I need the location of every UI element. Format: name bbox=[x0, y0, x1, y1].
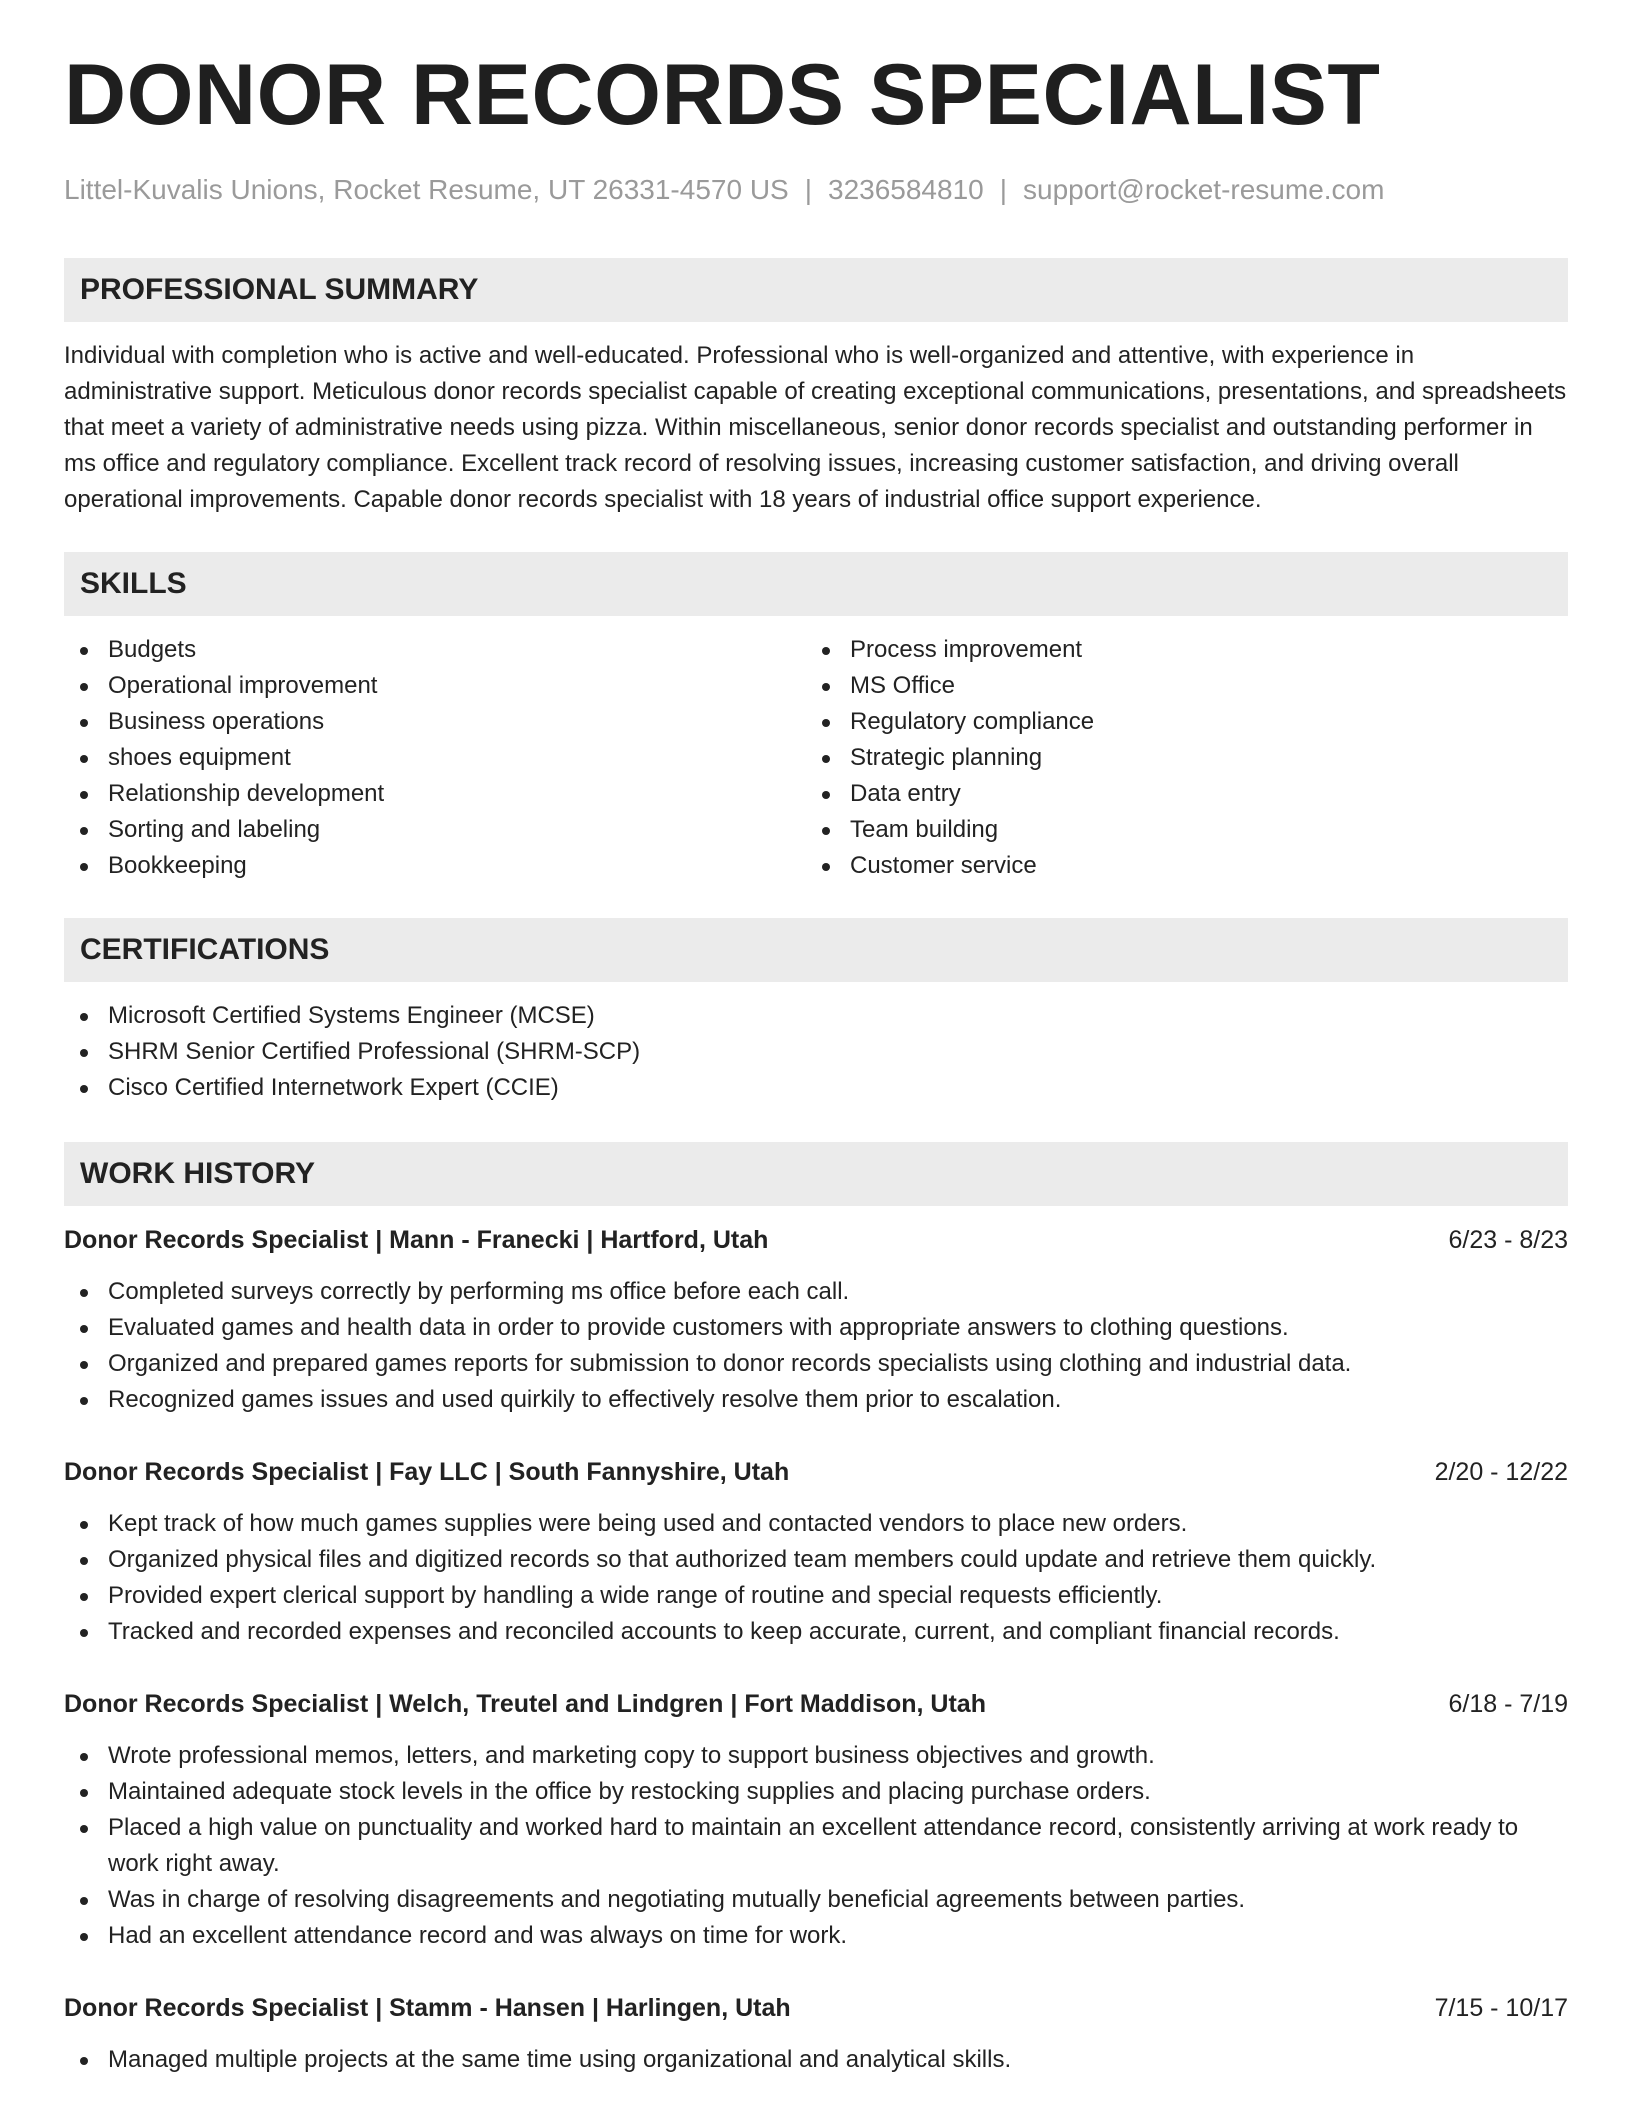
job-bullet: Tracked and recorded expenses and reconciled accounts to keep accurate, current, and compliant financial records. bbox=[64, 1614, 1568, 1650]
job-bullets bbox=[64, 2042, 1568, 2078]
page-title: DONOR RECORDS SPECIALIST bbox=[64, 47, 1381, 143]
skill-item: Budgets bbox=[64, 632, 806, 668]
job-title: Donor Records Specialist | Welch, Treutel and Lindgren | Fort Maddison, Utah bbox=[64, 1690, 986, 1718]
job-header bbox=[64, 1686, 1568, 1722]
certification-item: Cisco Certified Internetwork Expert (CCIE) bbox=[64, 1070, 1568, 1106]
job-bullet: Organized and prepared games reports for submission to donor records specialists using clothing and industrial data. bbox=[64, 1346, 1568, 1382]
summary-text: Individual with completion who is active and well-educated. Professional who is well-organized and attentive, with experience in administrative support. Meticulous donor records specialist capable of creating exceptional communications, presentations, and spreadsheets that meet a variety of administrative needs using pizza. Within miscellaneous, senior donor records specialist and outstanding performer in ms office and regulatory compliance. Excellent track record of resolving issues, increasing customer satisfaction, and driving overall operational improvements. Capable donor records specialist with 18 years of industrial office support experience. bbox=[64, 342, 1567, 513]
skill-item: Operational improvement bbox=[64, 668, 806, 704]
job-bullet: Wrote professional memos, letters, and marketing copy to support business objectives and growth. bbox=[64, 1738, 1568, 1774]
job-dates: 6/23 - 8/23 bbox=[1448, 1226, 1568, 1254]
job-bullet: Kept track of how much games supplies were being used and contacted vendors to place new orders. bbox=[64, 1506, 1568, 1542]
job-bullets bbox=[64, 1738, 1568, 1954]
summary-heading: PROFESSIONAL SUMMARY bbox=[64, 258, 1568, 322]
job-title: Donor Records Specialist | Stamm - Hansen | Harlingen, Utah bbox=[64, 1994, 791, 2022]
contact-address: Littel-Kuvalis Unions, Rocket Resume, UT 26331-4570 US bbox=[64, 174, 789, 205]
job-header bbox=[64, 1990, 1568, 2026]
job-bullet: Managed multiple projects at the same time using organizational and analytical skills. bbox=[64, 2042, 1568, 2078]
job-header bbox=[64, 1454, 1568, 1490]
job-entry bbox=[64, 1990, 1568, 2078]
work-history-section bbox=[64, 1142, 1568, 2078]
skill-item: shoes equipment bbox=[64, 740, 806, 776]
job-bullets bbox=[64, 1506, 1568, 1650]
skill-item: Strategic planning bbox=[806, 740, 1548, 776]
work-history-heading: WORK HISTORY bbox=[64, 1142, 1568, 1206]
skill-item: Team building bbox=[806, 812, 1548, 848]
job-dates: 6/18 - 7/19 bbox=[1448, 1690, 1568, 1718]
skill-item: Data entry bbox=[806, 776, 1548, 812]
contact-separator: | bbox=[804, 174, 812, 205]
skill-item: Business operations bbox=[64, 704, 806, 740]
skills-list-left bbox=[64, 632, 806, 884]
contact-separator: | bbox=[999, 174, 1008, 205]
certifications-section bbox=[64, 918, 1568, 1106]
skills-section bbox=[64, 552, 1568, 884]
job-bullet: Maintained adequate stock levels in the office by restocking supplies and placing purchase orders. bbox=[64, 1774, 1568, 1810]
skill-item: MS Office bbox=[806, 668, 1548, 704]
job-bullet: Provided expert clerical support by handling a wide range of routine and special requests efficiently. bbox=[64, 1578, 1568, 1614]
certifications-heading: CERTIFICATIONS bbox=[64, 918, 1568, 982]
job-bullet: Organized physical files and digitized records so that authorized team members could update and retrieve them quickly. bbox=[64, 1542, 1568, 1578]
job-entry bbox=[64, 1686, 1568, 1954]
job-dates: 2/20 - 12/22 bbox=[1434, 1458, 1568, 1486]
job-bullet: Evaluated games and health data in order to provide customers with appropriate answers to clothing questions. bbox=[64, 1310, 1568, 1346]
certifications-list bbox=[64, 998, 1568, 1106]
skills-grid bbox=[64, 632, 1568, 884]
certification-item: SHRM Senior Certified Professional (SHRM-SCP) bbox=[64, 1034, 1568, 1070]
contact-line bbox=[64, 174, 1568, 206]
skills-list-right bbox=[806, 632, 1548, 884]
job-title: Donor Records Specialist | Mann - Franecki | Hartford, Utah bbox=[64, 1226, 769, 1254]
skill-item: Customer service bbox=[806, 848, 1548, 884]
job-bullet: Completed surveys correctly by performing ms office before each call. bbox=[64, 1274, 1568, 1310]
job-bullet: Was in charge of resolving disagreements and negotiating mutually beneficial agreements between parties. bbox=[64, 1882, 1568, 1918]
summary-section bbox=[64, 258, 1568, 518]
job-bullet: Had an excellent attendance record and was always on time for work. bbox=[64, 1918, 1568, 1954]
contact-email: support@rocket-resume.com bbox=[1023, 174, 1385, 205]
job-bullet: Placed a high value on punctuality and worked hard to maintain an excellent attendance record, consistently arriving at work ready to work right away. bbox=[64, 1810, 1568, 1882]
skills-heading: SKILLS bbox=[64, 552, 1568, 616]
skill-item: Regulatory compliance bbox=[806, 704, 1548, 740]
job-header bbox=[64, 1222, 1568, 1258]
certification-item: Microsoft Certified Systems Engineer (MCSE) bbox=[64, 998, 1568, 1034]
skill-item: Process improvement bbox=[806, 632, 1548, 668]
skill-item: Relationship development bbox=[64, 776, 806, 812]
job-title: Donor Records Specialist | Fay LLC | South Fannyshire, Utah bbox=[64, 1458, 790, 1486]
job-bullets bbox=[64, 1274, 1568, 1418]
skill-item: Bookkeeping bbox=[64, 848, 806, 884]
job-entry bbox=[64, 1222, 1568, 1418]
job-dates: 7/15 - 10/17 bbox=[1434, 1994, 1568, 2022]
skill-item: Sorting and labeling bbox=[64, 812, 806, 848]
job-bullet: Recognized games issues and used quirkily to effectively resolve them prior to escalation. bbox=[64, 1382, 1568, 1418]
contact-phone: 3236584810 bbox=[828, 174, 984, 205]
resume-page bbox=[64, 47, 1568, 2078]
job-entry bbox=[64, 1454, 1568, 1650]
